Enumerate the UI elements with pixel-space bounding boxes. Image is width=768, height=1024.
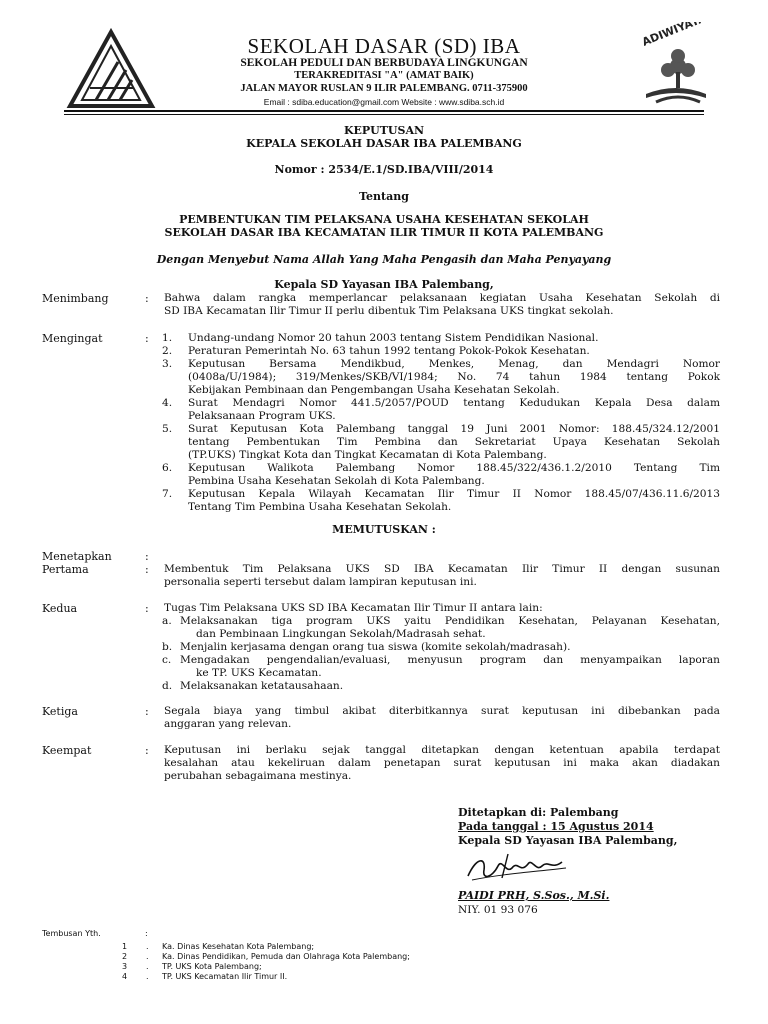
- mengingat-item-3-line-2: (0408a/U/1984); 319/Menkes/SKB/VI/1984; No. 74 tahun 1984 tentang Pokok: [188, 371, 720, 383]
- ketiga-line-1: Segala biaya yang timbul akibat diterbitkannya surat keputusan ini dibebankan pada: [164, 705, 720, 717]
- menimbang-line-2: SD IBA Kecamatan Ilir Timur II perlu dibentuk Tim Pelaksana UKS tingkat sekolah.: [164, 305, 614, 317]
- keempat-line-1: Keputusan ini berlaku sejak tanggal ditetapkan dengan ketentuan apabila terdapat: [164, 744, 720, 756]
- mengingat-item-2-line-1: Peraturan Pemerintah No. 63 tahun 1992 tentang Pokok-Pokok Kesehatan.: [188, 345, 590, 357]
- signature-title: Kepala SD Yayasan IBA Palembang,: [458, 834, 678, 847]
- ketiga-label: Ketiga: [42, 705, 78, 718]
- kedua-item-a-letter: a.: [162, 615, 172, 627]
- menimbang-colon: :: [145, 292, 149, 305]
- pertama-line-2: personalia seperti tersebut dalam lampiran keputusan ini.: [164, 576, 477, 588]
- pertama-line-1: Membentuk Tim Pelaksana UKS SD IBA Kecamatan Ilir Timur II dengan susunan: [164, 563, 720, 575]
- kedua-item-d-letter: d.: [162, 680, 173, 692]
- decree-subject-1: PEMBENTUKAN TIM PELAKSANA USAHA KESEHATAN SEKOLAH: [179, 213, 589, 226]
- mengingat-item-1-num: 1.: [162, 332, 173, 344]
- cc-item-1-dot: .: [146, 942, 149, 951]
- school-name: SEKOLAH DASAR (SD) IBA: [247, 34, 521, 58]
- mengingat-item-5-num: 5.: [162, 423, 173, 435]
- cc-colon: :: [145, 929, 148, 938]
- mengingat-item-6-num: 6.: [162, 462, 173, 474]
- kedua-item-b-line-1: Menjalin kerjasama dengan orang tua siswa (komite sekolah/madrasah).: [180, 641, 571, 653]
- decree-title: KEPUTUSAN: [343, 124, 425, 137]
- mengingat-item-2-num: 2.: [162, 345, 173, 357]
- pertama-label: Pertama: [42, 563, 89, 576]
- mengingat-item-6-line-2: Pembina Usaha Kesehatan Sekolah di Kota Palembang.: [188, 475, 485, 487]
- mengingat-item-5-line-3: (TP.UKS) Tingkat Kota dan Tingkat Kecamatan di Kota Palembang.: [188, 449, 547, 461]
- signature-name: PAIDI PRH, S.Sos., M.Si.: [458, 889, 610, 902]
- mengingat-item-7-line-2: Tentang Tim Pembina Usaha Kesehatan Sekolah.: [188, 501, 452, 513]
- cc-item-3-text: TP. UKS Kota Palembang;: [162, 962, 262, 971]
- signature-nip: NIY. 01 93 076: [458, 904, 538, 916]
- cc-item-3-num: 3: [122, 962, 128, 971]
- mengingat-label: Mengingat: [42, 332, 103, 345]
- mengingat-item-5-line-2: tentang Pembentukan Tim Pembina dan Sekretariat Upaya Kesehatan Sekolah: [188, 436, 720, 448]
- letterhead-divider: [64, 110, 704, 112]
- keempat-line-2: kesalahan atau kekeliruan dalam penetapan surat keputusan ini maka akan diadakan: [164, 757, 720, 769]
- mengingat-item-4-line-1: Surat Mendagri Nomor 441.5/2057/POUD tentang Kedudukan Kepala Desa dalam: [188, 397, 720, 409]
- mengingat-item-5-line-1: Surat Keputusan Kota Palembang tanggal 19 Juni 2001 Nomor: 188.45/324.12/2001: [188, 423, 720, 435]
- decree-issuer: KEPALA SEKOLAH DASAR IBA PALEMBANG: [246, 137, 522, 150]
- cc-item-3-dot: .: [146, 962, 149, 971]
- menimbang-label: Menimbang: [42, 292, 109, 305]
- mengingat-item-6-line-1: Keputusan Walikota Palembang Nomor 188.45/322/436.1.2/2010 Tentang Tim: [188, 462, 720, 474]
- kedua-item-d-line-1: Melaksanakan ketatausahaan.: [180, 680, 344, 692]
- kedua-intro: Tugas Tim Pelaksana UKS SD IBA Kecamatan Ilir Timur II antara lain:: [164, 602, 543, 614]
- invocation: Dengan Menyebut Nama Allah Yang Maha Pengasih dan Maha Penyayang: [156, 253, 612, 266]
- ketiga-colon: :: [145, 705, 149, 718]
- kedua-colon: :: [145, 602, 149, 615]
- menimbang-line-1: Bahwa dalam rangka memperlancar pelaksanaan kegiatan Usaha Kesehatan Sekolah di: [164, 292, 720, 304]
- kedua-item-c-line-2: ke TP. UKS Kecamatan.: [196, 667, 322, 679]
- mengingat-item-4-num: 4.: [162, 397, 173, 409]
- kedua-item-a-line-2: dan Pembinaan Lingkungan Sekolah/Madrasah sehat.: [196, 628, 486, 640]
- keempat-colon: :: [145, 744, 149, 757]
- kedua-label: Kedua: [42, 602, 78, 615]
- memutuskan-heading: MEMUTUSKAN :: [332, 523, 436, 536]
- cc-item-4-text: TP. UKS Kecamatan Ilir Timur II.: [162, 972, 288, 981]
- ketiga-line-2: anggaran yang relevan.: [164, 718, 292, 730]
- school-tagline: SEKOLAH PEDULI DAN BERBUDAYA LINGKUNGAN: [240, 57, 528, 69]
- decree-about: Tentang: [359, 190, 409, 203]
- cc-item-2-num: 2: [122, 952, 128, 961]
- mengingat-item-7-line-1: Keputusan Kepala Wilayah Kecamatan Ilir Timur II Nomor 188.45/07/436.11.6/2013: [188, 488, 720, 500]
- handwritten-signature: [462, 848, 592, 888]
- cc-item-2-dot: .: [146, 952, 149, 961]
- signature-place: Ditetapkan di: Palembang: [458, 806, 619, 819]
- cc-item-1-num: 1: [122, 942, 128, 951]
- mengingat-item-1-line-1: Undang-undang Nomor 20 tahun 2003 tentang Sistem Pendidikan Nasional.: [188, 332, 599, 344]
- mengingat-item-3-line-1: Keputusan Bersama Mendikbud, Menkes, Menag, dan Mendagri Nomor: [188, 358, 720, 370]
- kedua-item-c-line-1: Mengadakan pengendalian/evaluasi, menyusun program dan menyampaikan laporan: [180, 654, 720, 666]
- school-address: JALAN MAYOR RUSLAN 9 ILIR PALEMBANG. 0711-375900: [240, 83, 528, 94]
- decree-subject-2: SEKOLAH DASAR IBA KECAMATAN ILIR TIMUR II KOTA PALEMBANG: [164, 226, 604, 239]
- mengingat-item-3-line-3: Kebijakan Pembinaan dan Pengembangan Usaha Kesehatan Sekolah.: [188, 384, 560, 396]
- decree-number: Nomor : 2534/E.1/SD.IBA/VIII/2014: [274, 163, 494, 176]
- menetapkan-label: Menetapkan: [42, 550, 112, 563]
- cc-item-4-dot: .: [146, 972, 149, 981]
- mengingat-item-7-num: 7.: [162, 488, 173, 500]
- mengingat-item-4-line-2: Pelaksanaan Program UKS.: [188, 410, 336, 422]
- cc-item-1-text: Ka. Dinas Kesehatan Kota Palembang;: [162, 942, 315, 951]
- cc-label: Tembusan Yth.: [42, 929, 101, 938]
- school-contact: Email : sdiba.education@gmail.com Website : www.sdiba.sch.id: [263, 97, 505, 107]
- adiwiyata-lettering: ADIWIYATA: [640, 22, 708, 49]
- cc-item-4-num: 4: [122, 972, 128, 981]
- signature-date: Pada tanggal : 15 Agustus 2014: [458, 820, 654, 833]
- mengingat-item-3-num: 3.: [162, 358, 173, 370]
- mengingat-colon: :: [145, 332, 149, 345]
- cc-item-2-text: Ka. Dinas Pendidikan, Pemuda dan Olahraga Kota Palembang;: [162, 952, 410, 961]
- keempat-line-3: perubahan sebagaimana mestinya.: [164, 770, 352, 782]
- kedua-item-c-letter: c.: [162, 654, 172, 666]
- kedua-item-b-letter: b.: [162, 641, 173, 653]
- kedua-item-a-line-1: Melaksanakan tiga program UKS yaitu Pendidikan Kesehatan, Pelayanan Kesehatan,: [180, 615, 720, 627]
- accreditation: TERAKREDITASI "A" (AMAT BAIK): [294, 70, 474, 81]
- letterhead-divider-thin: [64, 114, 704, 115]
- decree-head: Kepala SD Yayasan IBA Palembang,: [274, 278, 494, 291]
- keempat-label: Keempat: [42, 744, 92, 757]
- menetapkan-colon: :: [145, 550, 149, 563]
- pertama-colon: :: [145, 563, 149, 576]
